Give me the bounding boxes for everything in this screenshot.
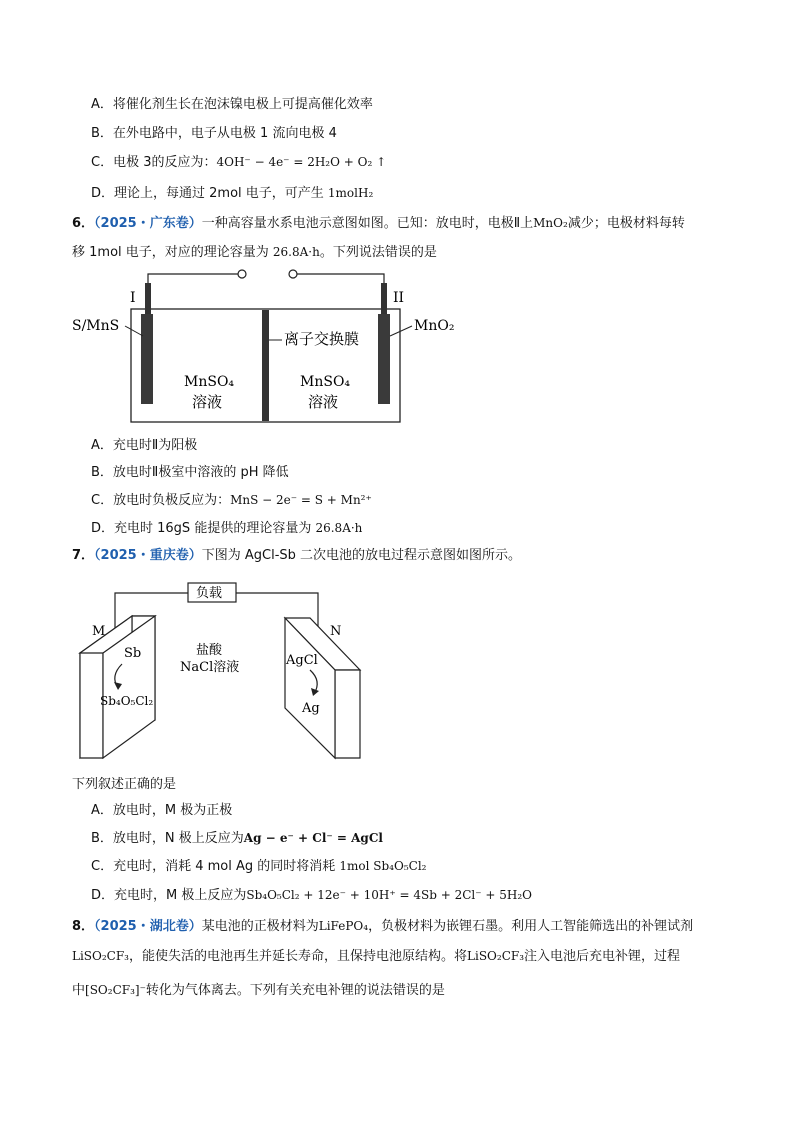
q6-option-d-equation: 26.8A·h [315, 521, 363, 535]
q6-right-solution-word: 溶液 [308, 393, 339, 411]
q7-option-b [91, 829, 383, 848]
q6-battery-diagram [60, 262, 480, 432]
q6-electrode-2-stem [381, 283, 387, 315]
q7-option-a: A．放电时，M 极为正极 [91, 803, 233, 818]
q5-option-d [91, 184, 373, 203]
q6-left-terminal [238, 270, 246, 278]
q7-option-c [91, 857, 426, 876]
q6-option-c-text: C．放电时负极反应为： [91, 493, 231, 508]
q6-capacity: 26.8A·h [272, 245, 320, 259]
q6-text-line2: 移 1mol 电子，对应的理论容量为 [72, 245, 273, 260]
q7-option-d-text: D．充电时，M 极上反应为 [91, 888, 247, 903]
q8-text-line3: 中 [72, 983, 86, 998]
q7-source: （2025・重庆卷） [94, 548, 202, 563]
q5-option-b: B．在外电路中，电子从电极 1 流向电极 4 [91, 126, 337, 141]
q8-formula-lifepo4: LiFePO₄ [318, 919, 369, 933]
q8-text-cont: ，负极材料为嵌锂石墨。利用人工智能筛选出的补锂试剂 [368, 919, 694, 934]
q7-option-b-text: B．放电时，N 极上反应为 [91, 831, 244, 846]
q7-option-c-text: C．充电时，消耗 4 mol Ag 的同时将消耗 [91, 859, 340, 874]
q8-reagent-2: LiSO₂CF₃ [467, 949, 525, 963]
q6-option-d [91, 519, 362, 538]
q5-option-a: A．将催化剂生长在泡沫镍电极上可提高催化效率 [91, 97, 373, 112]
q6-number: 6． [72, 216, 95, 231]
q7-text: 下图为 AgCl-Sb 二次电池的放电过程示意图如图所示。 [201, 548, 522, 563]
q7-electrolyte-2: NaCl溶液 [180, 660, 240, 675]
q7-left-top: Sb [124, 646, 142, 661]
q7-load-label: 负载 [196, 586, 223, 601]
q8-text: 某电池的正极材料为 [201, 919, 319, 934]
q5-option-c-equation: 4OH⁻ − 4e⁻ = 2H₂O + O₂ ↑ [216, 155, 387, 169]
q6-stem-line2 [72, 243, 437, 262]
q6-right-solution-formula: MnSO₄ [300, 374, 351, 390]
q7-option-d-equation: Sb₄O₅Cl₂ + 12e⁻ + 10H⁺ = 4Sb + 2Cl⁻ + 5H₂O [246, 888, 533, 902]
q8-stem-line3 [72, 981, 445, 1000]
q7-option-d [91, 886, 532, 905]
q6-label-electrode-2: II [393, 290, 405, 306]
q7-left-bottom: Sb₄O₅Cl₂ [100, 694, 154, 708]
q6-text: 一种高容量水系电池示意图如图。已知：放电时，电极Ⅱ上 [201, 216, 534, 231]
q6-option-c-equation: MnS − 2e⁻ = S + Mn²⁺ [230, 493, 372, 507]
q6-left-wire [148, 274, 238, 312]
q6-label-left-material: S/MnS [72, 318, 120, 334]
q5-option-d-equation: 1molH₂ [327, 186, 374, 200]
q7-stem [72, 547, 521, 565]
q6-label-membrane: 离子交换膜 [284, 330, 360, 348]
q8-text-line2: ，能使失活的电池再生并延长寿命，且保持电池原结构。将 [129, 949, 468, 964]
q8-number: 8． [72, 919, 95, 934]
q6-label-electrode-1: I [130, 290, 136, 306]
q5-option-c-text: C．电极 3的反应为： [91, 155, 217, 170]
q6-right-wire [297, 274, 384, 312]
q7-label-n: N [330, 624, 342, 639]
q6-option-b: B．放电时Ⅱ极室中溶液的 pH 降低 [91, 465, 289, 480]
q6-label-right-material: MnO₂ [414, 318, 455, 334]
q6-electrode-1 [141, 314, 153, 404]
q5-option-d-text: D．理论上，每通过 2mol 电子，可产生 [91, 186, 328, 201]
q8-source: （2025・湖北卷） [94, 919, 202, 934]
q6-source: （2025・广东卷） [94, 216, 202, 231]
q7-right-bottom: Ag [302, 701, 320, 716]
q6-left-solution-word: 溶液 [192, 393, 223, 411]
q8-anion: [SO₂CF₃]⁻ [85, 983, 146, 997]
q6-electrode-2 [378, 314, 390, 404]
q6-option-a: A．充电时Ⅱ为阳极 [91, 438, 198, 453]
q6-question: 。下列说法错误的是 [319, 245, 437, 260]
q6-option-c [91, 491, 372, 510]
q6-text-cont: 减少；电极材料每转 [567, 216, 685, 231]
q7-option-b-equation: Ag − e⁻ + Cl⁻ = AgCl [243, 831, 383, 845]
q7-number: 7． [72, 548, 95, 563]
q8-reagent-1: LiSO₂CF₃ [72, 949, 129, 963]
q7-label-m: M [92, 624, 106, 639]
q7-battery-diagram [70, 578, 380, 763]
q7-option-c-equation: 1mol Sb₄O₅Cl₂ [339, 859, 427, 873]
q6-left-solution-formula: MnSO₄ [184, 374, 235, 390]
q7-right-top: AgCl [286, 653, 318, 668]
q6-option-d-text: D．充电时 16gS 能提供的理论容量为 [91, 521, 316, 536]
q8-stem-line2 [72, 947, 680, 966]
q7-electrolyte-1: 盐酸 [196, 643, 223, 658]
q6-electrode-1-stem [145, 283, 151, 315]
q6-right-terminal [289, 270, 297, 278]
q6-membrane [262, 310, 269, 421]
q8-question: 转化为气体离去。下列有关充电补锂的说法错误的是 [145, 983, 445, 998]
q7-prompt: 下列叙述正确的是 [72, 777, 177, 792]
q8-stem-line1 [72, 917, 693, 936]
q6-formula-mno2: MnO₂ [533, 216, 568, 230]
q5-option-c [91, 153, 386, 172]
q7-right-plate-side [335, 670, 360, 758]
q8-text-line2-end: 注入电池后充电补锂，过程 [524, 949, 681, 964]
q6-stem-line1 [72, 214, 685, 233]
